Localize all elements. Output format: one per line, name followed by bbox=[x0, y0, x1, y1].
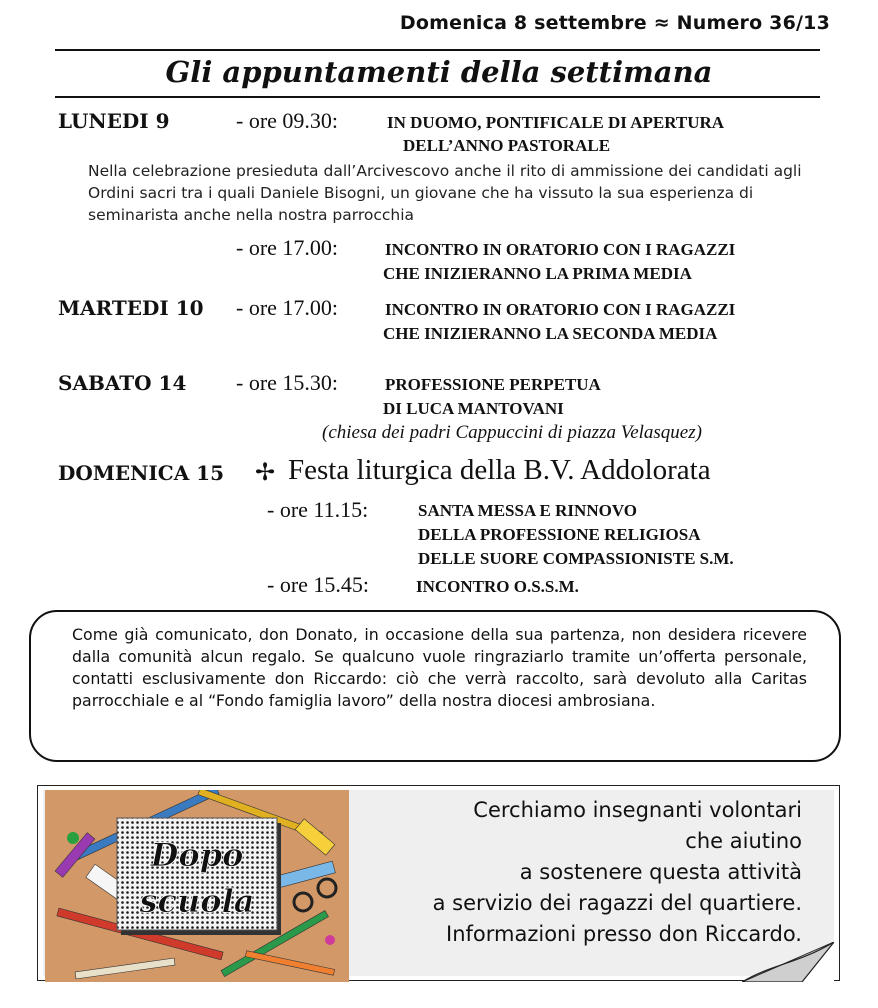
monday-event-2-line-2: CHE INIZIERANNO LA PRIMA MEDIA bbox=[383, 264, 692, 283]
day-monday: LUNEDI 9 bbox=[58, 109, 170, 133]
image-label-line-1: Dopo bbox=[150, 836, 244, 874]
day-saturday: SABATO 14 bbox=[58, 371, 187, 395]
tuesday-event-1-line-1: INCONTRO IN ORATORIO CON I RAGAZZI bbox=[385, 300, 736, 319]
header-rule bbox=[55, 49, 820, 51]
doposcuola-image bbox=[45, 790, 349, 982]
saturday-event-1-line-1: PROFESSIONE PERPETUA bbox=[385, 375, 601, 394]
saturday-time-1: - ore 15.30: bbox=[236, 370, 339, 395]
sunday-event-2-line-1: INCONTRO O.S.S.M. bbox=[416, 577, 579, 596]
sunday-event-1-line-1: SANTA MESSA E RINNOVO bbox=[418, 501, 637, 520]
monday-event-1-line-1: IN DUOMO, PONTIFICALE DI APERTURA bbox=[387, 113, 725, 132]
tuesday-time-1: - ore 17.00: bbox=[236, 295, 339, 320]
title-rule bbox=[55, 96, 820, 98]
sunday-event-1-line-2: DELLA PROFESSIONE RELIGIOSA bbox=[418, 525, 701, 544]
saturday-event-1-line-2: DI LUCA MANTOVANI bbox=[383, 399, 564, 418]
image-label-line-2: scuola bbox=[139, 882, 255, 920]
doposcuola-line-3: a sostenere questa attività bbox=[519, 860, 802, 884]
cross-icon: ✢ bbox=[255, 458, 276, 486]
issue-header: Domenica 8 settembre ≈ Numero 36/13 bbox=[399, 12, 830, 34]
notice-text: Come già comunicato, don Donato, in occasione della sua partenza, non desidera ricevere dalla comunità alcun regalo. Se qualcuno vuole ringraziarlo tramite un’offerta personale, contatti esclusivamente don Riccardo: ciò che verrà raccolto, sarà devoluto alla Caritas parrocchiale e al “Fondo famiglia lavoro” della nostra diocesi ambrosiana. bbox=[72, 625, 807, 710]
doposcuola-line-1: Cerchiamo insegnanti volontari bbox=[473, 798, 802, 822]
doposcuola-line-2: che aiutino bbox=[685, 829, 802, 853]
doposcuola-line-5: Informazioni presso don Riccardo. bbox=[446, 922, 802, 946]
monday-description: Nella celebrazione presieduta dall’Arcivescovo anche il rito di ammissione dei candidati agli Ordini sacri tra i quali Daniele Bisogni, un giovane che ha vissuto la sua esperienza di seminarista anche nella nostra parrocchia bbox=[88, 162, 802, 224]
tuesday-event-1-line-2: CHE INIZIERANNO LA SECONDA MEDIA bbox=[383, 324, 718, 343]
doposcuola-text bbox=[433, 795, 802, 950]
doposcuola-line-4: a servizio dei ragazzi del quartiere. bbox=[432, 891, 802, 915]
sunday-time-1: - ore 11.15: bbox=[267, 497, 369, 522]
saturday-location-note: (chiesa dei padri Cappuccini di piazza Velasquez) bbox=[322, 422, 702, 443]
day-sunday: DOMENICA 15 bbox=[58, 461, 225, 485]
sunday-time-2: - ore 15.45: bbox=[267, 572, 370, 597]
monday-event-1-line-2: DELL’ANNO PASTORALE bbox=[403, 136, 611, 155]
day-tuesday: MARTEDI 10 bbox=[58, 296, 204, 320]
monday-time-1: - ore 09.30: bbox=[236, 108, 339, 133]
monday-time-2: - ore 17.00: bbox=[236, 235, 339, 260]
monday-event-2-line-1: INCONTRO IN ORATORIO CON I RAGAZZI bbox=[385, 240, 736, 259]
sunday-event-1-line-3: DELLE SUORE COMPASSIONISTE S.M. bbox=[418, 549, 734, 568]
sunday-feast: Festa liturgica della B.V. Addolorata bbox=[288, 454, 711, 486]
section-title: Gli appuntamenti della settimana bbox=[165, 55, 713, 89]
